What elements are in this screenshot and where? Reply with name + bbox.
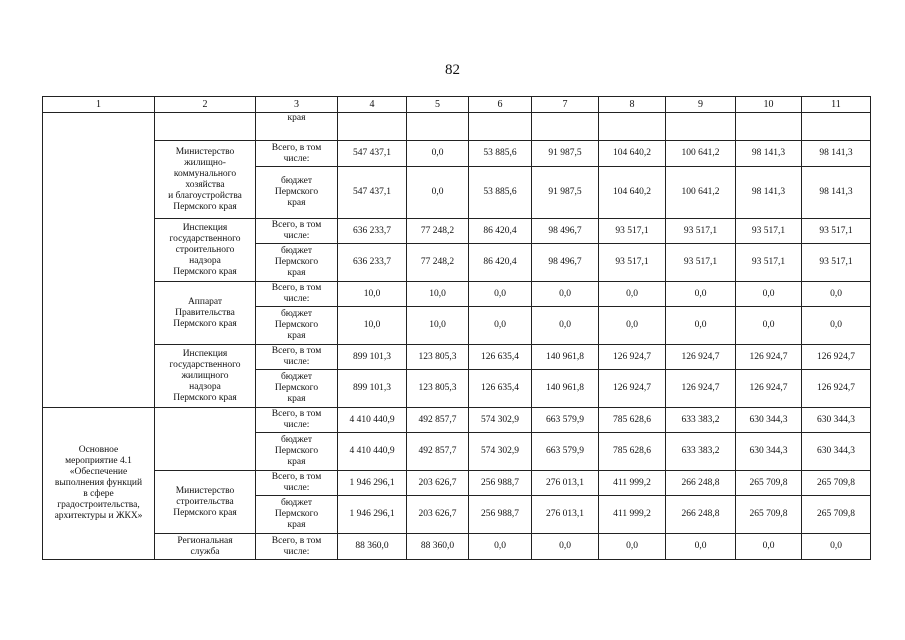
value-cell: 547 437,1 bbox=[338, 167, 407, 219]
funding-source: Всего, в том числе: bbox=[256, 471, 338, 496]
value-cell: 126 924,7 bbox=[666, 370, 736, 408]
value-cell: 411 999,2 bbox=[599, 496, 666, 534]
value-cell: 100 641,2 bbox=[666, 167, 736, 219]
col-header: 11 bbox=[802, 97, 871, 113]
value-cell: 574 302,9 bbox=[469, 408, 532, 433]
value-cell: 265 709,8 bbox=[736, 496, 802, 534]
value-cell: 256 988,7 bbox=[469, 471, 532, 496]
value-cell: 53 885,6 bbox=[469, 167, 532, 219]
value-cell: 636 233,7 bbox=[338, 219, 407, 244]
value-cell: 126 924,7 bbox=[802, 370, 871, 408]
empty-cell bbox=[155, 113, 256, 141]
value-cell: 10,0 bbox=[407, 307, 469, 345]
value-cell: 663 579,9 bbox=[532, 433, 599, 471]
value-cell: 265 709,8 bbox=[736, 471, 802, 496]
value-cell: 411 999,2 bbox=[599, 471, 666, 496]
col-header: 2 bbox=[155, 97, 256, 113]
table-row bbox=[43, 141, 871, 167]
value-cell: 126 924,7 bbox=[666, 345, 736, 370]
value-cell: 276 013,1 bbox=[532, 471, 599, 496]
value-cell: 91 987,5 bbox=[532, 167, 599, 219]
value-cell: 0,0 bbox=[802, 534, 871, 560]
continuation-empty-cell bbox=[43, 113, 155, 408]
funding-source: края bbox=[256, 113, 338, 141]
value-cell: 100 641,2 bbox=[666, 141, 736, 167]
col-header: 5 bbox=[407, 97, 469, 113]
col-header: 8 bbox=[599, 97, 666, 113]
value-cell: 93 517,1 bbox=[736, 244, 802, 282]
measure-title: Основное мероприятие 4.1 «Обеспечение выполнения функций в сфере градостроительства, архитектуры и ЖКХ» bbox=[43, 408, 155, 560]
org-name: Инспекция государственного строительного надзора Пермского края bbox=[155, 219, 256, 282]
funding-source: Всего, в том числе: bbox=[256, 141, 338, 167]
table-row bbox=[43, 345, 871, 370]
value-cell: 53 885,6 bbox=[469, 141, 532, 167]
table-row bbox=[43, 113, 871, 141]
value-cell: 98 141,3 bbox=[802, 167, 871, 219]
page-number: 82 bbox=[445, 62, 460, 78]
value-cell: 4 410 440,9 bbox=[338, 433, 407, 471]
value-cell: 0,0 bbox=[599, 282, 666, 307]
value-cell: 1 946 296,1 bbox=[338, 471, 407, 496]
value-cell: 492 857,7 bbox=[407, 433, 469, 471]
funding-source: Всего, в том числе: bbox=[256, 282, 338, 307]
funding-source: бюджет Пермского края bbox=[256, 307, 338, 345]
table-row bbox=[43, 471, 871, 496]
value-cell: 93 517,1 bbox=[802, 219, 871, 244]
value-cell: 98 141,3 bbox=[736, 167, 802, 219]
header-row bbox=[43, 97, 871, 113]
funding-source: бюджет Пермского края bbox=[256, 370, 338, 408]
funding-source: бюджет Пермского края bbox=[256, 244, 338, 282]
org-name: Инспекция государственного жилищного надзора Пермского края bbox=[155, 345, 256, 408]
value-cell: 126 924,7 bbox=[736, 345, 802, 370]
value-cell: 126 924,7 bbox=[599, 370, 666, 408]
value-cell: 98 141,3 bbox=[802, 141, 871, 167]
table-row bbox=[43, 534, 871, 560]
value-cell: 0,0 bbox=[736, 282, 802, 307]
value-cell: 899 101,3 bbox=[338, 370, 407, 408]
value-cell: 785 628,6 bbox=[599, 433, 666, 471]
value-cell: 0,0 bbox=[666, 534, 736, 560]
value-cell: 0,0 bbox=[736, 534, 802, 560]
value-cell: 0,0 bbox=[802, 307, 871, 345]
funding-source: бюджет Пермского края bbox=[256, 167, 338, 219]
value-cell: 93 517,1 bbox=[599, 219, 666, 244]
value-cell: 0,0 bbox=[469, 282, 532, 307]
value-cell: 0,0 bbox=[407, 141, 469, 167]
value-cell: 123 805,3 bbox=[407, 345, 469, 370]
value-cell: 126 924,7 bbox=[736, 370, 802, 408]
value-cell: 126 924,7 bbox=[599, 345, 666, 370]
value-cell: 10,0 bbox=[407, 282, 469, 307]
value-cell: 126 635,4 bbox=[469, 370, 532, 408]
value-cell: 266 248,8 bbox=[666, 471, 736, 496]
value-cell: 93 517,1 bbox=[666, 244, 736, 282]
value-cell: 266 248,8 bbox=[666, 496, 736, 534]
col-header: 3 bbox=[256, 97, 338, 113]
value-cell: 126 635,4 bbox=[469, 345, 532, 370]
value-cell: 98 496,7 bbox=[532, 219, 599, 244]
table-row bbox=[43, 408, 871, 433]
value-cell: 126 924,7 bbox=[802, 345, 871, 370]
col-header: 6 bbox=[469, 97, 532, 113]
value-cell: 663 579,9 bbox=[532, 408, 599, 433]
value-cell: 630 344,3 bbox=[802, 408, 871, 433]
value-cell: 4 410 440,9 bbox=[338, 408, 407, 433]
value-cell: 0,0 bbox=[469, 534, 532, 560]
value-cell: 899 101,3 bbox=[338, 345, 407, 370]
value-cell: 0,0 bbox=[407, 167, 469, 219]
value-cell: 203 626,7 bbox=[407, 471, 469, 496]
value-cell: 140 961,8 bbox=[532, 370, 599, 408]
value-cell: 265 709,8 bbox=[802, 496, 871, 534]
col-header: 1 bbox=[43, 97, 155, 113]
value-cell: 203 626,7 bbox=[407, 496, 469, 534]
col-header: 10 bbox=[736, 97, 802, 113]
value-cell: 10,0 bbox=[338, 307, 407, 345]
value-cell: 88 360,0 bbox=[407, 534, 469, 560]
table-row bbox=[43, 219, 871, 244]
value-cell: 492 857,7 bbox=[407, 408, 469, 433]
col-header: 7 bbox=[532, 97, 599, 113]
empty-cell bbox=[155, 408, 256, 471]
funding-source: Всего, в том числе: bbox=[256, 534, 338, 560]
value-cell: 98 141,3 bbox=[736, 141, 802, 167]
value-cell: 88 360,0 bbox=[338, 534, 407, 560]
value-cell: 140 961,8 bbox=[532, 345, 599, 370]
value-cell: 93 517,1 bbox=[599, 244, 666, 282]
org-name: Министерство жилищно- коммунального хозяйства и благоустройства Пермского края bbox=[155, 141, 256, 219]
value-cell: 104 640,2 bbox=[599, 141, 666, 167]
value-cell: 91 987,5 bbox=[532, 141, 599, 167]
value-cell: 547 437,1 bbox=[338, 141, 407, 167]
value-cell: 0,0 bbox=[599, 307, 666, 345]
value-cell: 104 640,2 bbox=[599, 167, 666, 219]
funding-source: Всего, в том числе: bbox=[256, 219, 338, 244]
table-row bbox=[43, 282, 871, 307]
value-cell: 0,0 bbox=[532, 282, 599, 307]
funding-source: Всего, в том числе: bbox=[256, 345, 338, 370]
value-cell: 0,0 bbox=[532, 307, 599, 345]
value-cell: 630 344,3 bbox=[736, 408, 802, 433]
value-cell: 1 946 296,1 bbox=[338, 496, 407, 534]
value-cell: 0,0 bbox=[666, 282, 736, 307]
value-cell: 630 344,3 bbox=[736, 433, 802, 471]
value-cell: 265 709,8 bbox=[802, 471, 871, 496]
value-cell: 0,0 bbox=[469, 307, 532, 345]
value-cell: 0,0 bbox=[532, 534, 599, 560]
org-name: Региональная служба bbox=[155, 534, 256, 560]
funding-source: бюджет Пермского края bbox=[256, 433, 338, 471]
funding-source: бюджет Пермского края bbox=[256, 496, 338, 534]
col-header: 9 bbox=[666, 97, 736, 113]
value-cell: 98 496,7 bbox=[532, 244, 599, 282]
value-cell: 633 383,2 bbox=[666, 433, 736, 471]
value-cell: 123 805,3 bbox=[407, 370, 469, 408]
value-cell: 276 013,1 bbox=[532, 496, 599, 534]
value-cell: 0,0 bbox=[802, 282, 871, 307]
value-cell: 77 248,2 bbox=[407, 244, 469, 282]
value-cell: 785 628,6 bbox=[599, 408, 666, 433]
value-cell: 633 383,2 bbox=[666, 408, 736, 433]
funding-source: Всего, в том числе: bbox=[256, 408, 338, 433]
value-cell: 636 233,7 bbox=[338, 244, 407, 282]
col-header: 4 bbox=[338, 97, 407, 113]
org-name: Аппарат Правительства Пермского края bbox=[155, 282, 256, 345]
value-cell: 10,0 bbox=[338, 282, 407, 307]
value-cell: 0,0 bbox=[736, 307, 802, 345]
value-cell: 93 517,1 bbox=[802, 244, 871, 282]
value-cell: 0,0 bbox=[666, 307, 736, 345]
value-cell: 574 302,9 bbox=[469, 433, 532, 471]
value-cell: 77 248,2 bbox=[407, 219, 469, 244]
org-name: Министерство строительства Пермского края bbox=[155, 471, 256, 534]
value-cell: 86 420,4 bbox=[469, 219, 532, 244]
budget-table bbox=[42, 96, 871, 560]
value-cell: 256 988,7 bbox=[469, 496, 532, 534]
value-cell: 93 517,1 bbox=[666, 219, 736, 244]
value-cell: 630 344,3 bbox=[802, 433, 871, 471]
value-cell: 86 420,4 bbox=[469, 244, 532, 282]
value-cell: 93 517,1 bbox=[736, 219, 802, 244]
value-cell: 0,0 bbox=[599, 534, 666, 560]
